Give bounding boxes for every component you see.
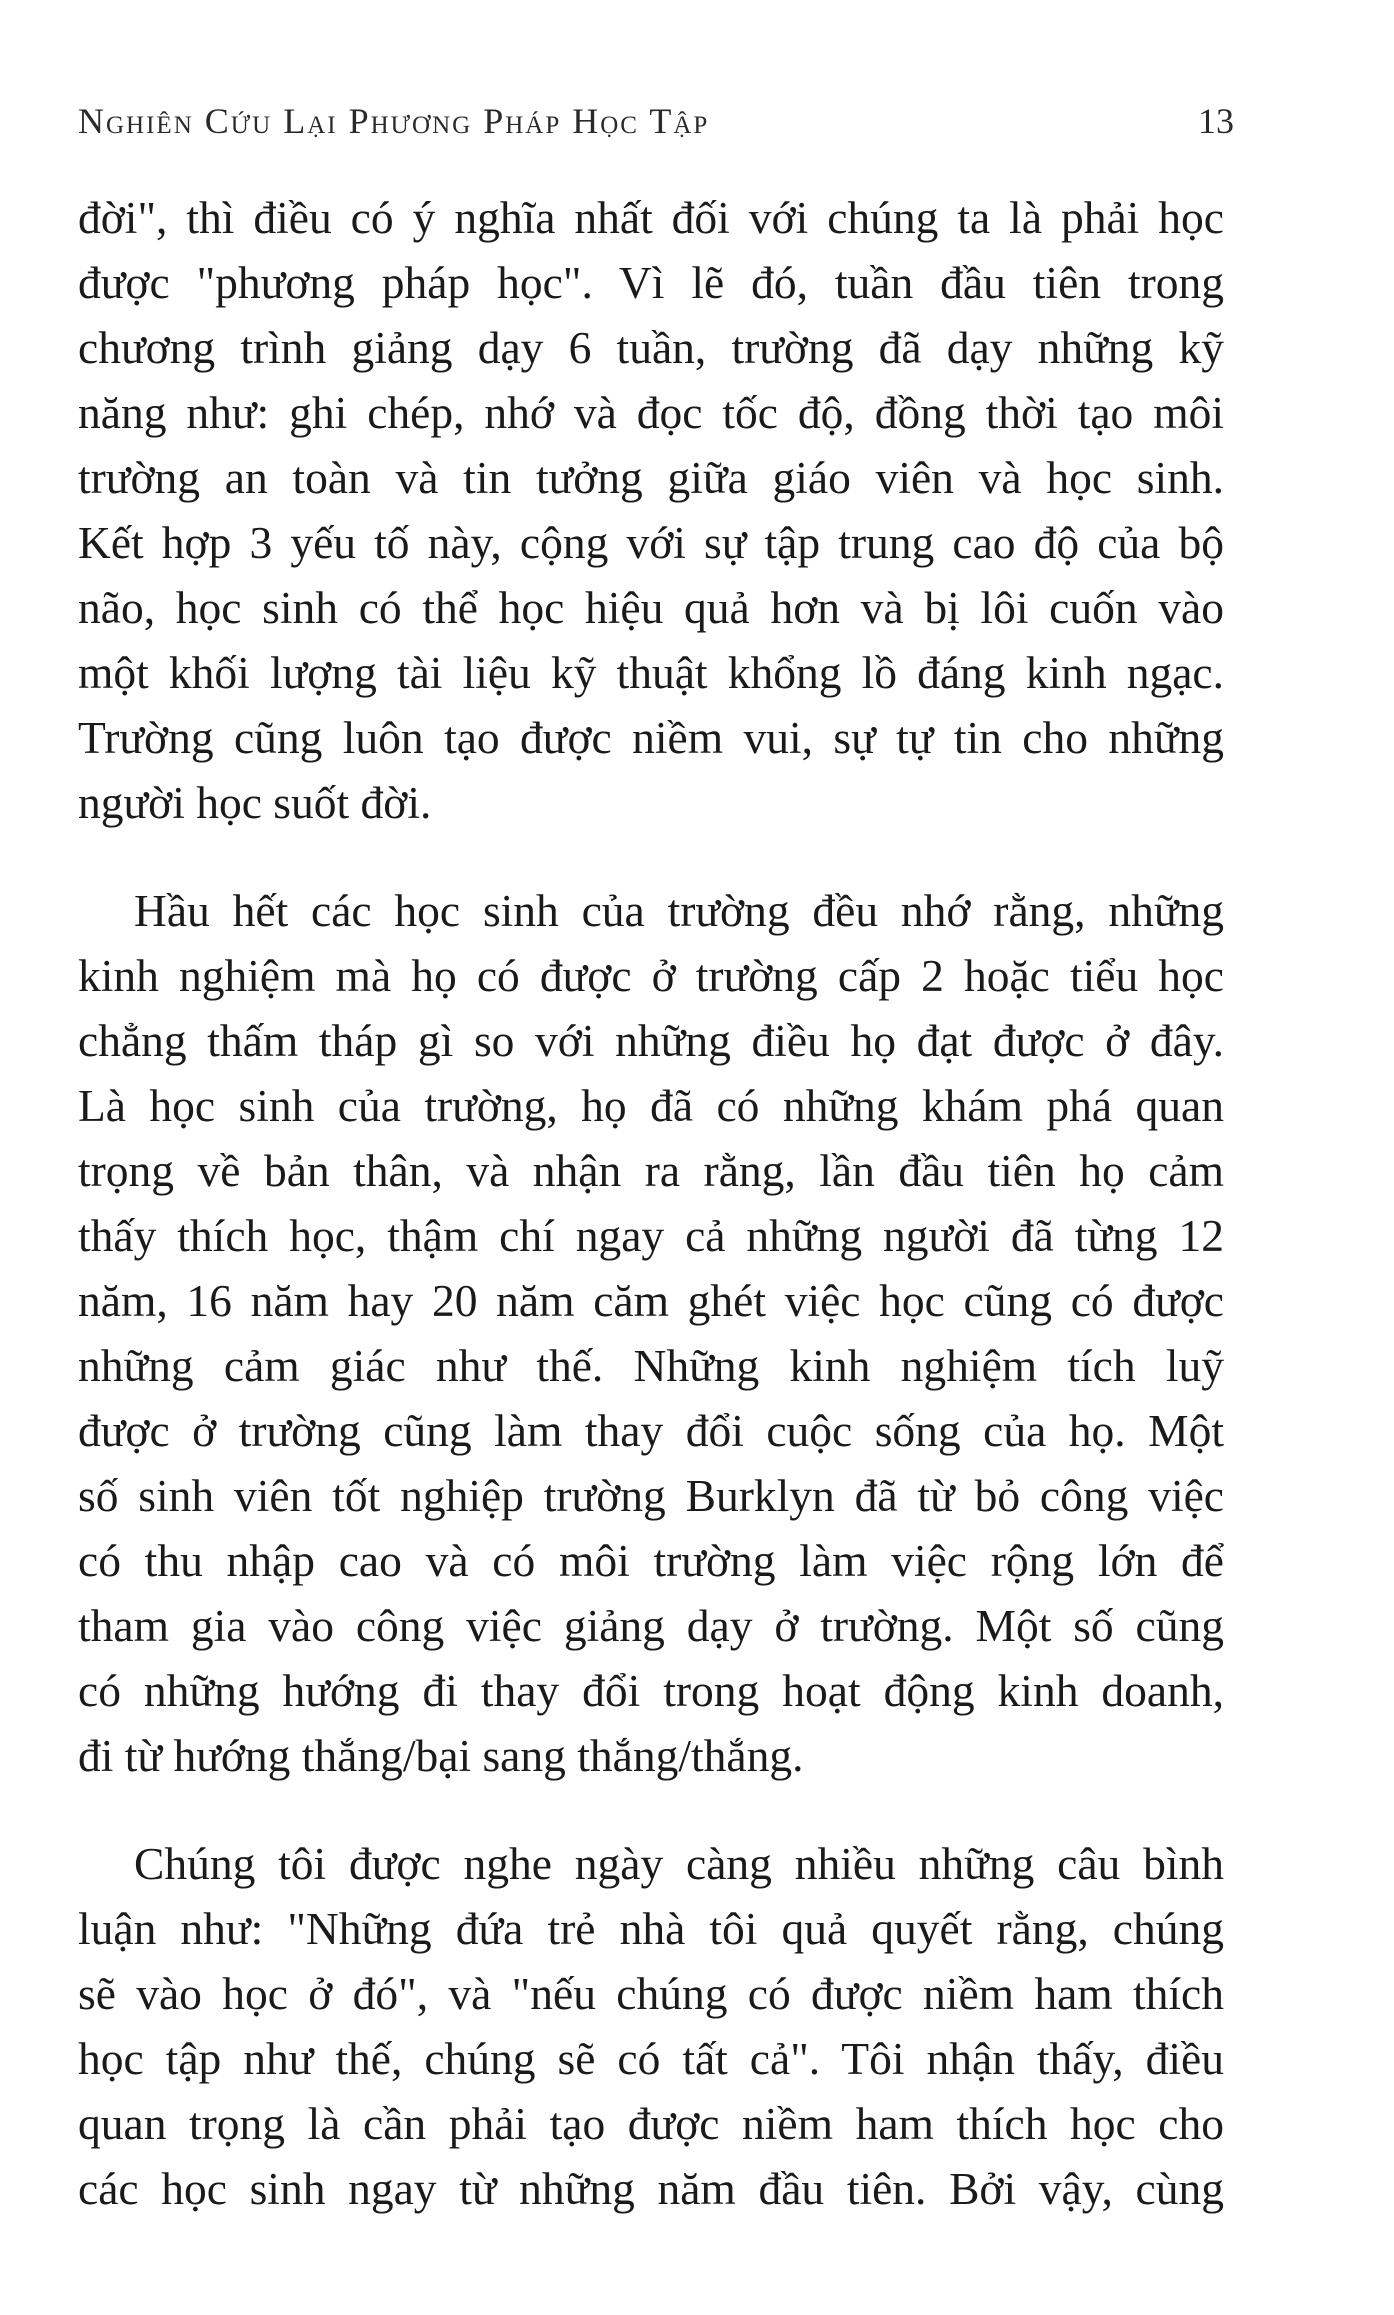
text-line: những cảm giác như thế. Những kinh nghiệm tích luỹ — [78, 1340, 1224, 1391]
text-line: chương trình giảng dạy 6 tuần, trường đã dạy những kỹ — [78, 322, 1224, 373]
text-line: trường an toàn và tin tưởng giữa giáo viên và học sinh. — [78, 452, 1224, 503]
text-line: có những hướng đi thay đổi trong hoạt động kinh doanh, — [78, 1665, 1224, 1716]
text-line: Hầu hết các học sinh của trường đều nhớ rằng, những — [134, 885, 1224, 936]
text-line: đời", thì điều có ý nghĩa nhất đối với chúng ta là phải học — [78, 192, 1224, 243]
paragraph-1 — [78, 185, 1224, 835]
text-line: Kết hợp 3 yếu tố này, cộng với sự tập trung cao độ của bộ — [78, 517, 1224, 568]
text-line: người học suốt đời. — [78, 777, 432, 828]
text-line: thấy thích học, thậm chí ngay cả những người đã từng 12 — [78, 1210, 1224, 1261]
page-number: 13 — [1198, 101, 1234, 141]
text-line: Là học sinh của trường, họ đã có những khám phá quan — [78, 1080, 1224, 1131]
text-line: trọng về bản thân, và nhận ra rằng, lần đầu tiên họ cảm — [78, 1145, 1224, 1196]
text-line: các học sinh ngay từ những năm đầu tiên. Bởi vậy, cùng — [78, 2163, 1224, 2214]
text-line: được ở trường cũng làm thay đổi cuộc sống của họ. Một — [78, 1405, 1224, 1456]
text-line: chẳng thấm tháp gì so với những điều họ đạt được ở đây. — [78, 1015, 1224, 1066]
text-line: não, học sinh có thể học hiệu quả hơn và bị lôi cuốn vào — [78, 582, 1224, 633]
text-line: luận như: "Những đứa trẻ nhà tôi quả quyết rằng, chúng — [78, 1903, 1224, 1954]
text-line: kinh nghiệm mà họ có được ở trường cấp 2 hoặc tiểu học — [78, 950, 1224, 1001]
text-line: Trường cũng luôn tạo được niềm vui, sự tự tin cho những — [78, 712, 1224, 763]
text-line: tham gia vào công việc giảng dạy ở trường. Một số cũng — [78, 1600, 1224, 1651]
text-line: năm, 16 năm hay 20 năm căm ghét việc học cũng có được — [78, 1275, 1224, 1326]
text-line: số sinh viên tốt nghiệp trường Burklyn đã từ bỏ công việc — [78, 1470, 1224, 1521]
text-line: đi từ hướng thắng/bại sang thắng/thắng. — [78, 1730, 804, 1781]
body-text — [78, 185, 1224, 2221]
text-line: một khối lượng tài liệu kỹ thuật khổng lồ đáng kinh ngạc. — [78, 647, 1224, 698]
text-line: Chúng tôi được nghe ngày càng nhiều những câu bình — [134, 1838, 1224, 1889]
running-title: Nghiên Cứu Lại Phương Pháp Học Tập — [78, 101, 710, 141]
text-line: năng như: ghi chép, nhớ và đọc tốc độ, đồng thời tạo môi — [78, 387, 1224, 438]
text-line: sẽ vào học ở đó", và "nếu chúng có được niềm ham thích — [78, 1968, 1224, 2019]
text-line: có thu nhập cao và có môi trường làm việc rộng lớn để — [78, 1535, 1224, 1586]
paragraph-2 — [78, 878, 1224, 1788]
text-line: được "phương pháp học". Vì lẽ đó, tuần đầu tiên trong — [78, 257, 1224, 308]
text-line: quan trọng là cần phải tạo được niềm ham thích học cho — [78, 2098, 1224, 2149]
text-line: học tập như thế, chúng sẽ có tất cả". Tôi nhận thấy, điều — [78, 2033, 1224, 2084]
paragraph-3 — [78, 1831, 1224, 2221]
